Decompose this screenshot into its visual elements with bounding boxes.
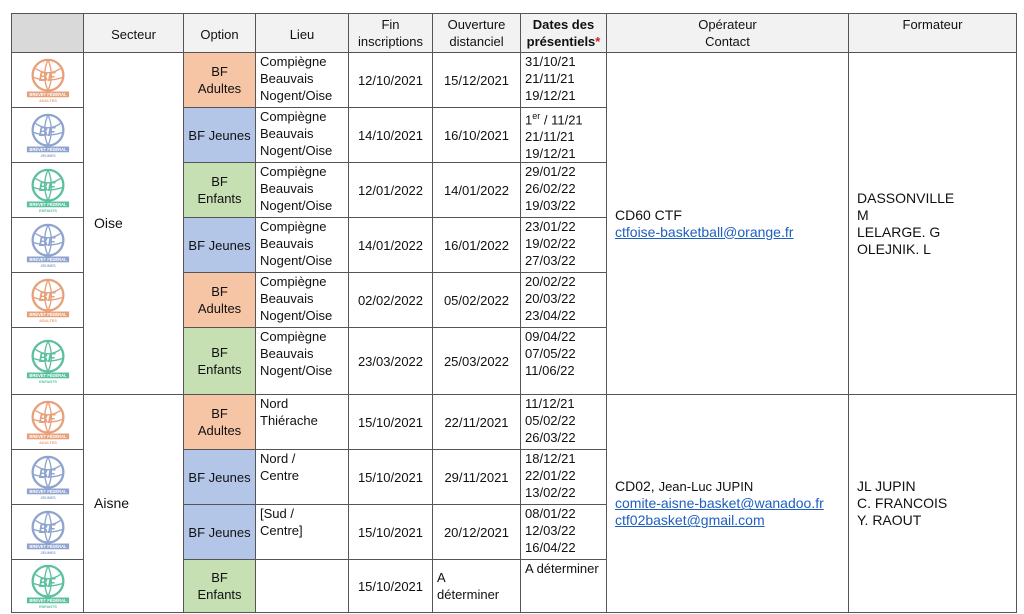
svg-text:JEUNES: JEUNES (39, 496, 56, 501)
option-cell: BF Adultes (184, 395, 256, 450)
bf-jeunes-logo-icon (24, 111, 72, 159)
svg-text:BF: BF (38, 351, 55, 366)
fin-inscriptions-cell: 02/02/2022 (349, 273, 433, 328)
table-row (12, 53, 1017, 108)
lieu-cell: [Sud / Centre] (256, 505, 349, 560)
dates-presentiels-cell: 20/02/22 20/03/22 23/04/22 (521, 273, 607, 328)
bf-jeunes-logo-icon (24, 453, 72, 501)
dates-prefix: 1 (525, 112, 533, 128)
ouverture-distanciel-cell: 05/02/2022 (433, 273, 521, 328)
fin-inscriptions-cell: 15/10/2021 (349, 450, 433, 505)
logo-cell (12, 560, 84, 613)
dates-superscript: er (532, 111, 541, 121)
svg-text:BREVET FÉDÉRAL: BREVET FÉDÉRAL (28, 598, 67, 604)
bf-jeunes-logo-icon (24, 221, 72, 269)
dates-presentiels-cell: 29/01/22 26/02/22 19/03/22 (521, 163, 607, 218)
header-ouverture-distanciel: Ouverture distanciel (433, 14, 521, 53)
ouverture-distanciel-cell: 29/11/2021 (433, 450, 521, 505)
fin-inscriptions-cell: 14/10/2021 (349, 108, 433, 163)
svg-text:ADULTES: ADULTES (38, 99, 57, 104)
logo-cell (12, 108, 84, 163)
svg-text:BF: BF (38, 125, 55, 140)
lieu-cell: Nord Thiérache (256, 395, 349, 450)
bf-enfants-logo-icon (24, 337, 72, 385)
bf-adultes-logo-icon (24, 398, 72, 446)
operateur-email-link-2[interactable]: ctf02basket@gmail.com (615, 512, 765, 529)
svg-text:BREVET FÉDÉRAL: BREVET FÉDÉRAL (28, 312, 67, 318)
fin-inscriptions-cell: 12/10/2021 (349, 53, 433, 108)
svg-text:ENFANTS: ENFANTS (38, 380, 57, 385)
header-secteur: Secteur (84, 14, 184, 53)
ouverture-distanciel-cell: 16/10/2021 (433, 108, 521, 163)
option-cell: BF Enfants (184, 328, 256, 395)
bf-enfants-logo-icon (24, 166, 72, 214)
svg-text:JEUNES: JEUNES (39, 264, 56, 269)
svg-text:BREVET FÉDÉRAL: BREVET FÉDÉRAL (28, 257, 67, 263)
formateur-cell: JL JUPIN C. FRANCOIS Y. RAOUT (849, 395, 1017, 613)
lieu-cell: Nord / Centre (256, 450, 349, 505)
operateur-name: CD60 CTF (615, 206, 682, 223)
ouverture-distanciel-cell: 22/11/2021 (433, 395, 521, 450)
operateur-contact-name: Jean-Luc JUPIN (658, 479, 754, 495)
svg-text:BREVET FÉDÉRAL: BREVET FÉDÉRAL (28, 373, 67, 379)
svg-text:BREVET FÉDÉRAL: BREVET FÉDÉRAL (28, 202, 67, 208)
dates-presentiels-cell: 11/12/21 05/02/22 26/03/22 (521, 395, 607, 450)
lieu-cell: Compiègne Beauvais Nogent/Oise (256, 328, 349, 395)
logo-cell (12, 163, 84, 218)
svg-text:BF: BF (38, 180, 55, 195)
dates-presentiels-cell: 09/04/22 07/05/22 11/06/22 (521, 328, 607, 395)
svg-text:BREVET FÉDÉRAL: BREVET FÉDÉRAL (28, 92, 67, 98)
option-cell: BF Jeunes (184, 218, 256, 273)
svg-text:BF: BF (38, 467, 55, 482)
option-cell: BF Jeunes (184, 505, 256, 560)
fin-inscriptions-cell: 15/10/2021 (349, 395, 433, 450)
schedule-table (11, 13, 1017, 613)
svg-text:ADULTES: ADULTES (38, 441, 57, 446)
option-cell: BF Adultes (184, 273, 256, 328)
svg-text:BREVET FÉDÉRAL: BREVET FÉDÉRAL (28, 489, 67, 495)
lieu-cell: Compiègne Beauvais Nogent/Oise (256, 273, 349, 328)
lieu-cell: Compiègne Beauvais Nogent/Oise (256, 218, 349, 273)
dates-presentiels-cell: 18/12/21 22/01/22 13/02/22 (521, 450, 607, 505)
ouverture-distanciel-cell: A déterminer (433, 560, 521, 613)
header-logo-cell (12, 14, 84, 53)
operateur-cell (607, 53, 849, 395)
option-cell: BF Enfants (184, 163, 256, 218)
fin-inscriptions-cell: 12/01/2022 (349, 163, 433, 218)
lieu-cell: Compiègne Beauvais Nogent/Oise (256, 163, 349, 218)
dates-rest: / 11/21 21/11/21 19/12/21 (525, 112, 583, 162)
svg-text:BREVET FÉDÉRAL: BREVET FÉDÉRAL (28, 147, 67, 153)
svg-text:ENFANTS: ENFANTS (38, 605, 57, 610)
fin-inscriptions-cell: 15/10/2021 (349, 560, 433, 613)
header-formateur: Formateur (849, 14, 1017, 53)
svg-text:ENFANTS: ENFANTS (38, 209, 57, 214)
bf-adultes-logo-icon (24, 276, 72, 324)
header-lieu: Lieu (256, 14, 349, 53)
ouverture-distanciel-cell: 20/12/2021 (433, 505, 521, 560)
ouverture-distanciel-cell: 16/01/2022 (433, 218, 521, 273)
header-dates-label: Dates des présentiels (526, 17, 596, 49)
logo-cell (12, 505, 84, 560)
formateur-cell: DASSONVILLE M LELARGE. G OLEJNIK. L (849, 53, 1017, 395)
option-cell: BF Jeunes (184, 108, 256, 163)
secteur-cell: Oise (84, 53, 184, 395)
fin-inscriptions-cell: 15/10/2021 (349, 505, 433, 560)
dates-presentiels-cell: 08/01/22 12/03/22 16/04/22 (521, 505, 607, 560)
svg-text:BF: BF (38, 290, 55, 305)
header-option: Option (184, 14, 256, 53)
fin-inscriptions-cell: 14/01/2022 (349, 218, 433, 273)
svg-text:BF: BF (38, 412, 55, 427)
svg-text:BREVET FÉDÉRAL: BREVET FÉDÉRAL (28, 434, 67, 440)
dates-presentiels-cell: A déterminer (521, 560, 607, 613)
svg-text:BF: BF (38, 576, 55, 591)
logo-cell (12, 273, 84, 328)
schedule-body (12, 53, 1017, 613)
table-row (12, 395, 1017, 450)
svg-text:JEUNES: JEUNES (39, 154, 56, 159)
svg-text:BREVET FÉDÉRAL: BREVET FÉDÉRAL (28, 544, 67, 550)
header-operateur-contact: Opérateur Contact (607, 14, 849, 53)
option-cell: BF Enfants (184, 560, 256, 613)
svg-text:BF: BF (38, 235, 55, 250)
option-cell: BF Adultes (184, 53, 256, 108)
header-dates-presentiels (521, 14, 607, 53)
operateur-email-link[interactable]: ctfoise-basketball@orange.fr (615, 223, 794, 240)
header-row (12, 14, 1017, 53)
bf-jeunes-logo-icon (24, 508, 72, 556)
svg-text:BF: BF (38, 522, 55, 537)
header-fin-inscriptions: Fin inscriptions (349, 14, 433, 53)
lieu-cell: Compiègne Beauvais Nogent/Oise (256, 53, 349, 108)
option-cell: BF Jeunes (184, 450, 256, 505)
dates-presentiels-cell: 31/10/21 21/11/21 19/12/21 (521, 53, 607, 108)
ouverture-distanciel-cell: 15/12/2021 (433, 53, 521, 108)
lieu-cell (256, 560, 349, 613)
svg-text:ADULTES: ADULTES (38, 319, 57, 324)
lieu-cell: Compiègne Beauvais Nogent/Oise (256, 108, 349, 163)
bf-adultes-logo-icon (24, 56, 72, 104)
logo-cell (12, 395, 84, 450)
logo-cell (12, 450, 84, 505)
dates-presentiels-cell: 23/01/22 19/02/22 27/03/22 (521, 218, 607, 273)
bf-enfants-logo-icon (24, 562, 72, 610)
fin-inscriptions-cell: 23/03/2022 (349, 328, 433, 395)
schedule-table-wrapper (11, 13, 1017, 613)
operateur-cell (607, 395, 849, 613)
secteur-cell: Aisne (84, 395, 184, 613)
dates-presentiels-cell (521, 108, 607, 163)
svg-text:BF: BF (38, 69, 55, 84)
ouverture-distanciel-cell: 25/03/2022 (433, 328, 521, 395)
operateur-email-link-1[interactable]: comite-aisne-basket@wanadoo.fr (615, 495, 824, 512)
logo-cell (12, 218, 84, 273)
svg-text:JEUNES: JEUNES (39, 551, 56, 556)
logo-cell (12, 328, 84, 395)
ouverture-distanciel-cell: 14/01/2022 (433, 163, 521, 218)
header-dates-star: * (595, 34, 601, 49)
logo-cell (12, 53, 84, 108)
operateur-name: CD02, (615, 478, 659, 495)
